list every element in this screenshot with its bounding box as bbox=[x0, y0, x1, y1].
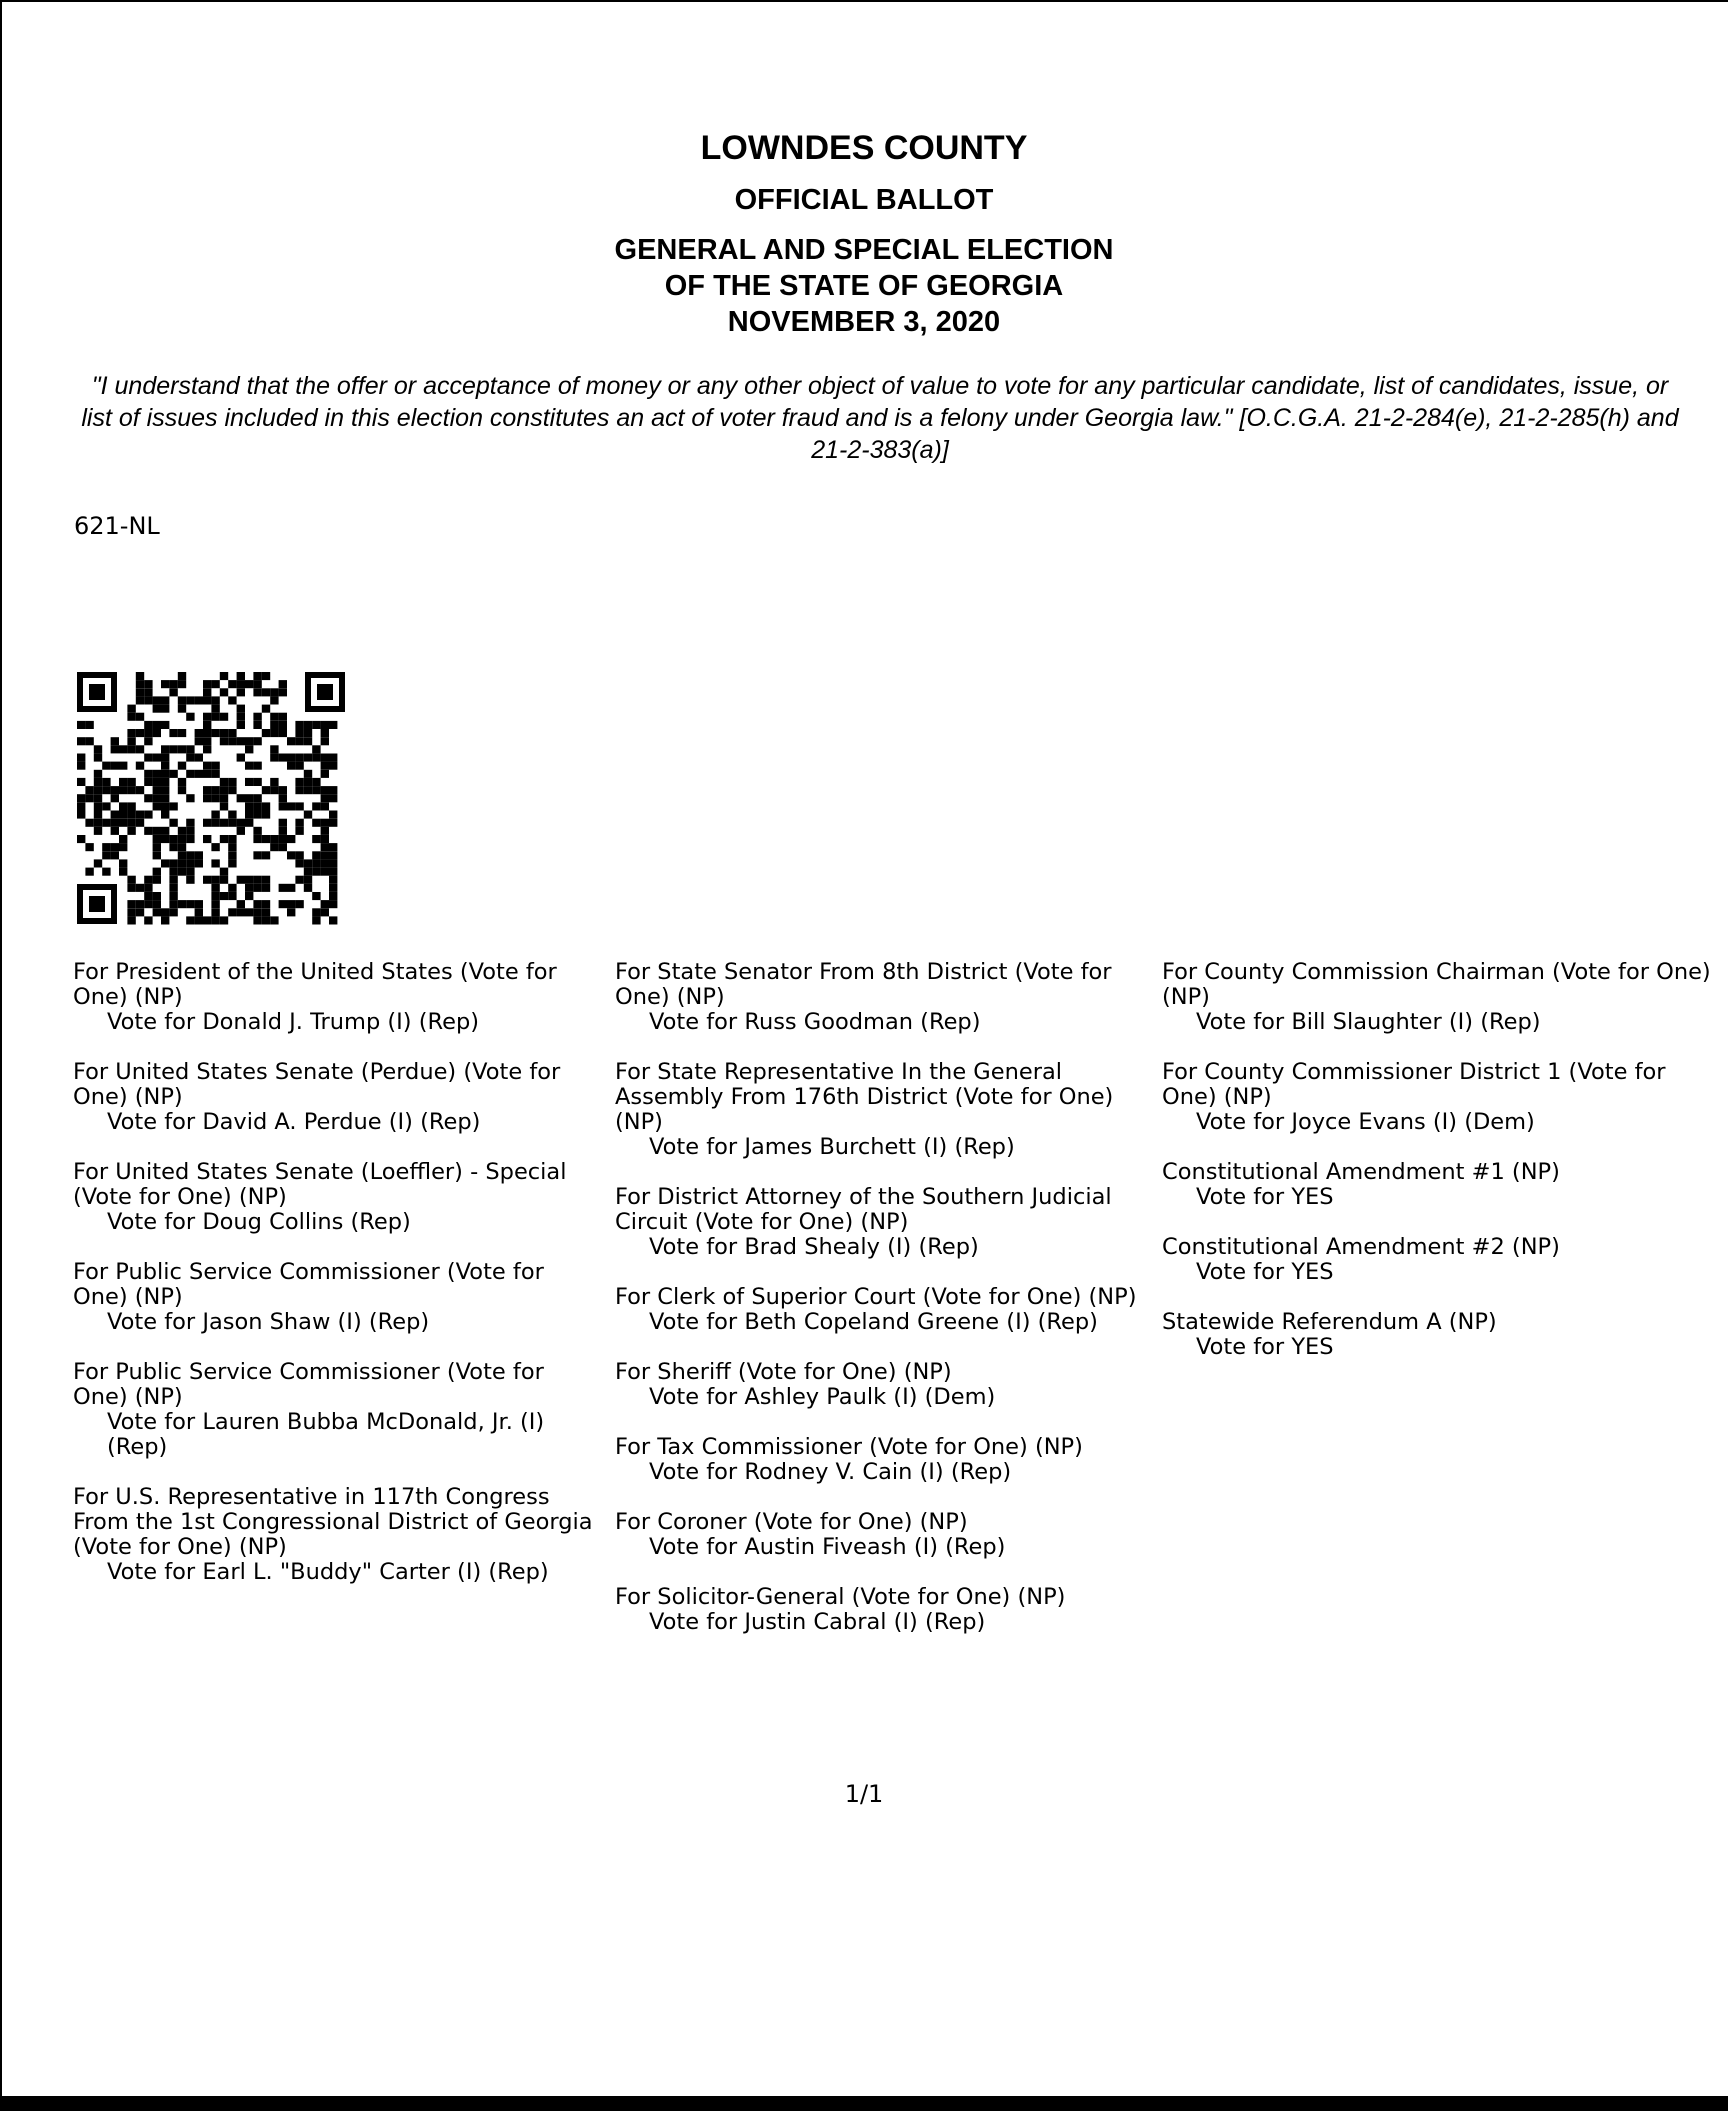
ballot-style-id: 621-NL bbox=[74, 512, 160, 540]
contest-item bbox=[1162, 1160, 1722, 1210]
bottom-border bbox=[0, 2096, 1728, 2111]
ballot-type: OFFICIAL BALLOT bbox=[734, 184, 994, 216]
qr-code bbox=[73, 668, 349, 928]
contest-selection: Vote for David A. Perdue (I) (Rep) bbox=[107, 1109, 481, 1135]
contest-selection: Vote for YES bbox=[1196, 1334, 1334, 1360]
contest-selection: Vote for Russ Goodman (Rep) bbox=[649, 1009, 981, 1035]
contest-selection: Vote for YES bbox=[1196, 1259, 1334, 1285]
contest-title: For Clerk of Superior Court (Vote for One) (NP) bbox=[615, 1284, 1137, 1310]
contest-title: For U.S. Representative in 117th Congress From the 1st Congressional District of Georgia (Vote for One) (NP) bbox=[73, 1484, 593, 1560]
contest-item bbox=[1162, 1310, 1722, 1360]
contest-title: For Public Service Commissioner (Vote for One) (NP) bbox=[73, 1259, 544, 1310]
contest-item bbox=[615, 1285, 1155, 1335]
contest-item bbox=[1162, 1060, 1722, 1135]
contest-selection: Vote for Beth Copeland Greene (I) (Rep) bbox=[649, 1309, 1098, 1335]
election-date: NOVEMBER 3, 2020 bbox=[727, 306, 1001, 338]
contest-title: For County Commissioner District 1 (Vote for One) (NP) bbox=[1162, 1059, 1666, 1110]
contest-item bbox=[615, 1060, 1155, 1160]
election-title-line1: GENERAL AND SPECIAL ELECTION bbox=[614, 234, 1114, 266]
contest-item bbox=[73, 1060, 603, 1135]
contest-item bbox=[615, 1435, 1155, 1485]
top-border bbox=[0, 0, 1728, 2]
contest-item bbox=[73, 1160, 603, 1235]
contest-title: For Tax Commissioner (Vote for One) (NP) bbox=[615, 1434, 1083, 1460]
contest-selection: Vote for Earl L. "Buddy" Carter (I) (Rep) bbox=[107, 1559, 549, 1585]
election-title-line2: OF THE STATE OF GEORGIA bbox=[664, 270, 1064, 302]
contest-title: For County Commission Chairman (Vote for One) (NP) bbox=[1162, 959, 1711, 1010]
contest-title: For District Attorney of the Southern Judicial Circuit (Vote for One) (NP) bbox=[615, 1184, 1112, 1235]
ballot-header bbox=[0, 128, 1728, 340]
contest-title: For Public Service Commissioner (Vote for One) (NP) bbox=[73, 1359, 544, 1410]
contest-selection: Vote for Justin Cabral (I) (Rep) bbox=[649, 1609, 986, 1635]
contest-selection: Vote for Joyce Evans (I) (Dem) bbox=[1196, 1109, 1535, 1135]
contest-selection: Vote for Bill Slaughter (I) (Rep) bbox=[1196, 1009, 1541, 1035]
contest-selection: Vote for Lauren Bubba McDonald, Jr. (I) (Rep) bbox=[107, 1409, 545, 1460]
contest-title: For State Senator From 8th District (Vote for One) (NP) bbox=[615, 959, 1112, 1010]
contest-selection: Vote for Rodney V. Cain (I) (Rep) bbox=[649, 1459, 1012, 1485]
contest-item bbox=[615, 1360, 1155, 1410]
contest-item bbox=[615, 1585, 1155, 1635]
contest-selection: Vote for YES bbox=[1196, 1184, 1334, 1210]
contest-selection: Vote for Doug Collins (Rep) bbox=[107, 1209, 411, 1235]
contest-selection: Vote for Brad Shealy (I) (Rep) bbox=[649, 1234, 979, 1260]
contest-selection: Vote for Austin Fiveash (I) (Rep) bbox=[649, 1534, 1006, 1560]
contest-title: For United States Senate (Loeffler) - Special (Vote for One) (NP) bbox=[73, 1159, 567, 1210]
contest-item bbox=[615, 1185, 1155, 1260]
contest-item bbox=[1162, 1235, 1722, 1285]
contest-title: For Solicitor-General (Vote for One) (NP) bbox=[615, 1584, 1066, 1610]
contest-item bbox=[73, 1485, 603, 1585]
contest-title: For Sheriff (Vote for One) (NP) bbox=[615, 1359, 952, 1385]
contest-item bbox=[73, 960, 603, 1035]
contest-title: For State Representative In the General Assembly From 176th District (Vote for One) (NP) bbox=[615, 1059, 1114, 1135]
contest-title: Constitutional Amendment #1 (NP) bbox=[1162, 1159, 1560, 1185]
contest-title: For United States Senate (Perdue) (Vote for One) (NP) bbox=[73, 1059, 561, 1110]
county-title: LOWNDES COUNTY bbox=[700, 129, 1028, 167]
contest-item bbox=[73, 1260, 603, 1335]
contest-selection: Vote for James Burchett (I) (Rep) bbox=[649, 1134, 1015, 1160]
contest-title: Constitutional Amendment #2 (NP) bbox=[1162, 1234, 1560, 1260]
contest-column-1 bbox=[73, 960, 603, 1610]
page-number: 1/1 bbox=[844, 1780, 884, 1808]
contest-item bbox=[615, 1510, 1155, 1560]
contest-column-3 bbox=[1162, 960, 1722, 1385]
contest-selection: Vote for Ashley Paulk (I) (Dem) bbox=[649, 1384, 996, 1410]
contest-selection: Vote for Jason Shaw (I) (Rep) bbox=[107, 1309, 430, 1335]
contest-column-2 bbox=[615, 960, 1155, 1660]
contest-item bbox=[1162, 960, 1722, 1035]
voter-fraud-disclaimer: "I understand that the offer or acceptance of money or any other object of value to vote for any particular candidate, list of candidates, issue, or list of issues included in this election constitutes an act of voter fraud and is a felony under Georgia law." [O.C.G.A. 21-2-284(e), 21-2-285(h) and 21-2-383(a)] bbox=[81, 372, 1679, 464]
contest-item bbox=[73, 1360, 603, 1460]
contest-title: For President of the United States (Vote for One) (NP) bbox=[73, 959, 557, 1010]
contest-selection: Vote for Donald J. Trump (I) (Rep) bbox=[107, 1009, 480, 1035]
contest-title: For Coroner (Vote for One) (NP) bbox=[615, 1509, 968, 1535]
contest-title: Statewide Referendum A (NP) bbox=[1162, 1309, 1497, 1335]
contest-item bbox=[615, 960, 1155, 1035]
